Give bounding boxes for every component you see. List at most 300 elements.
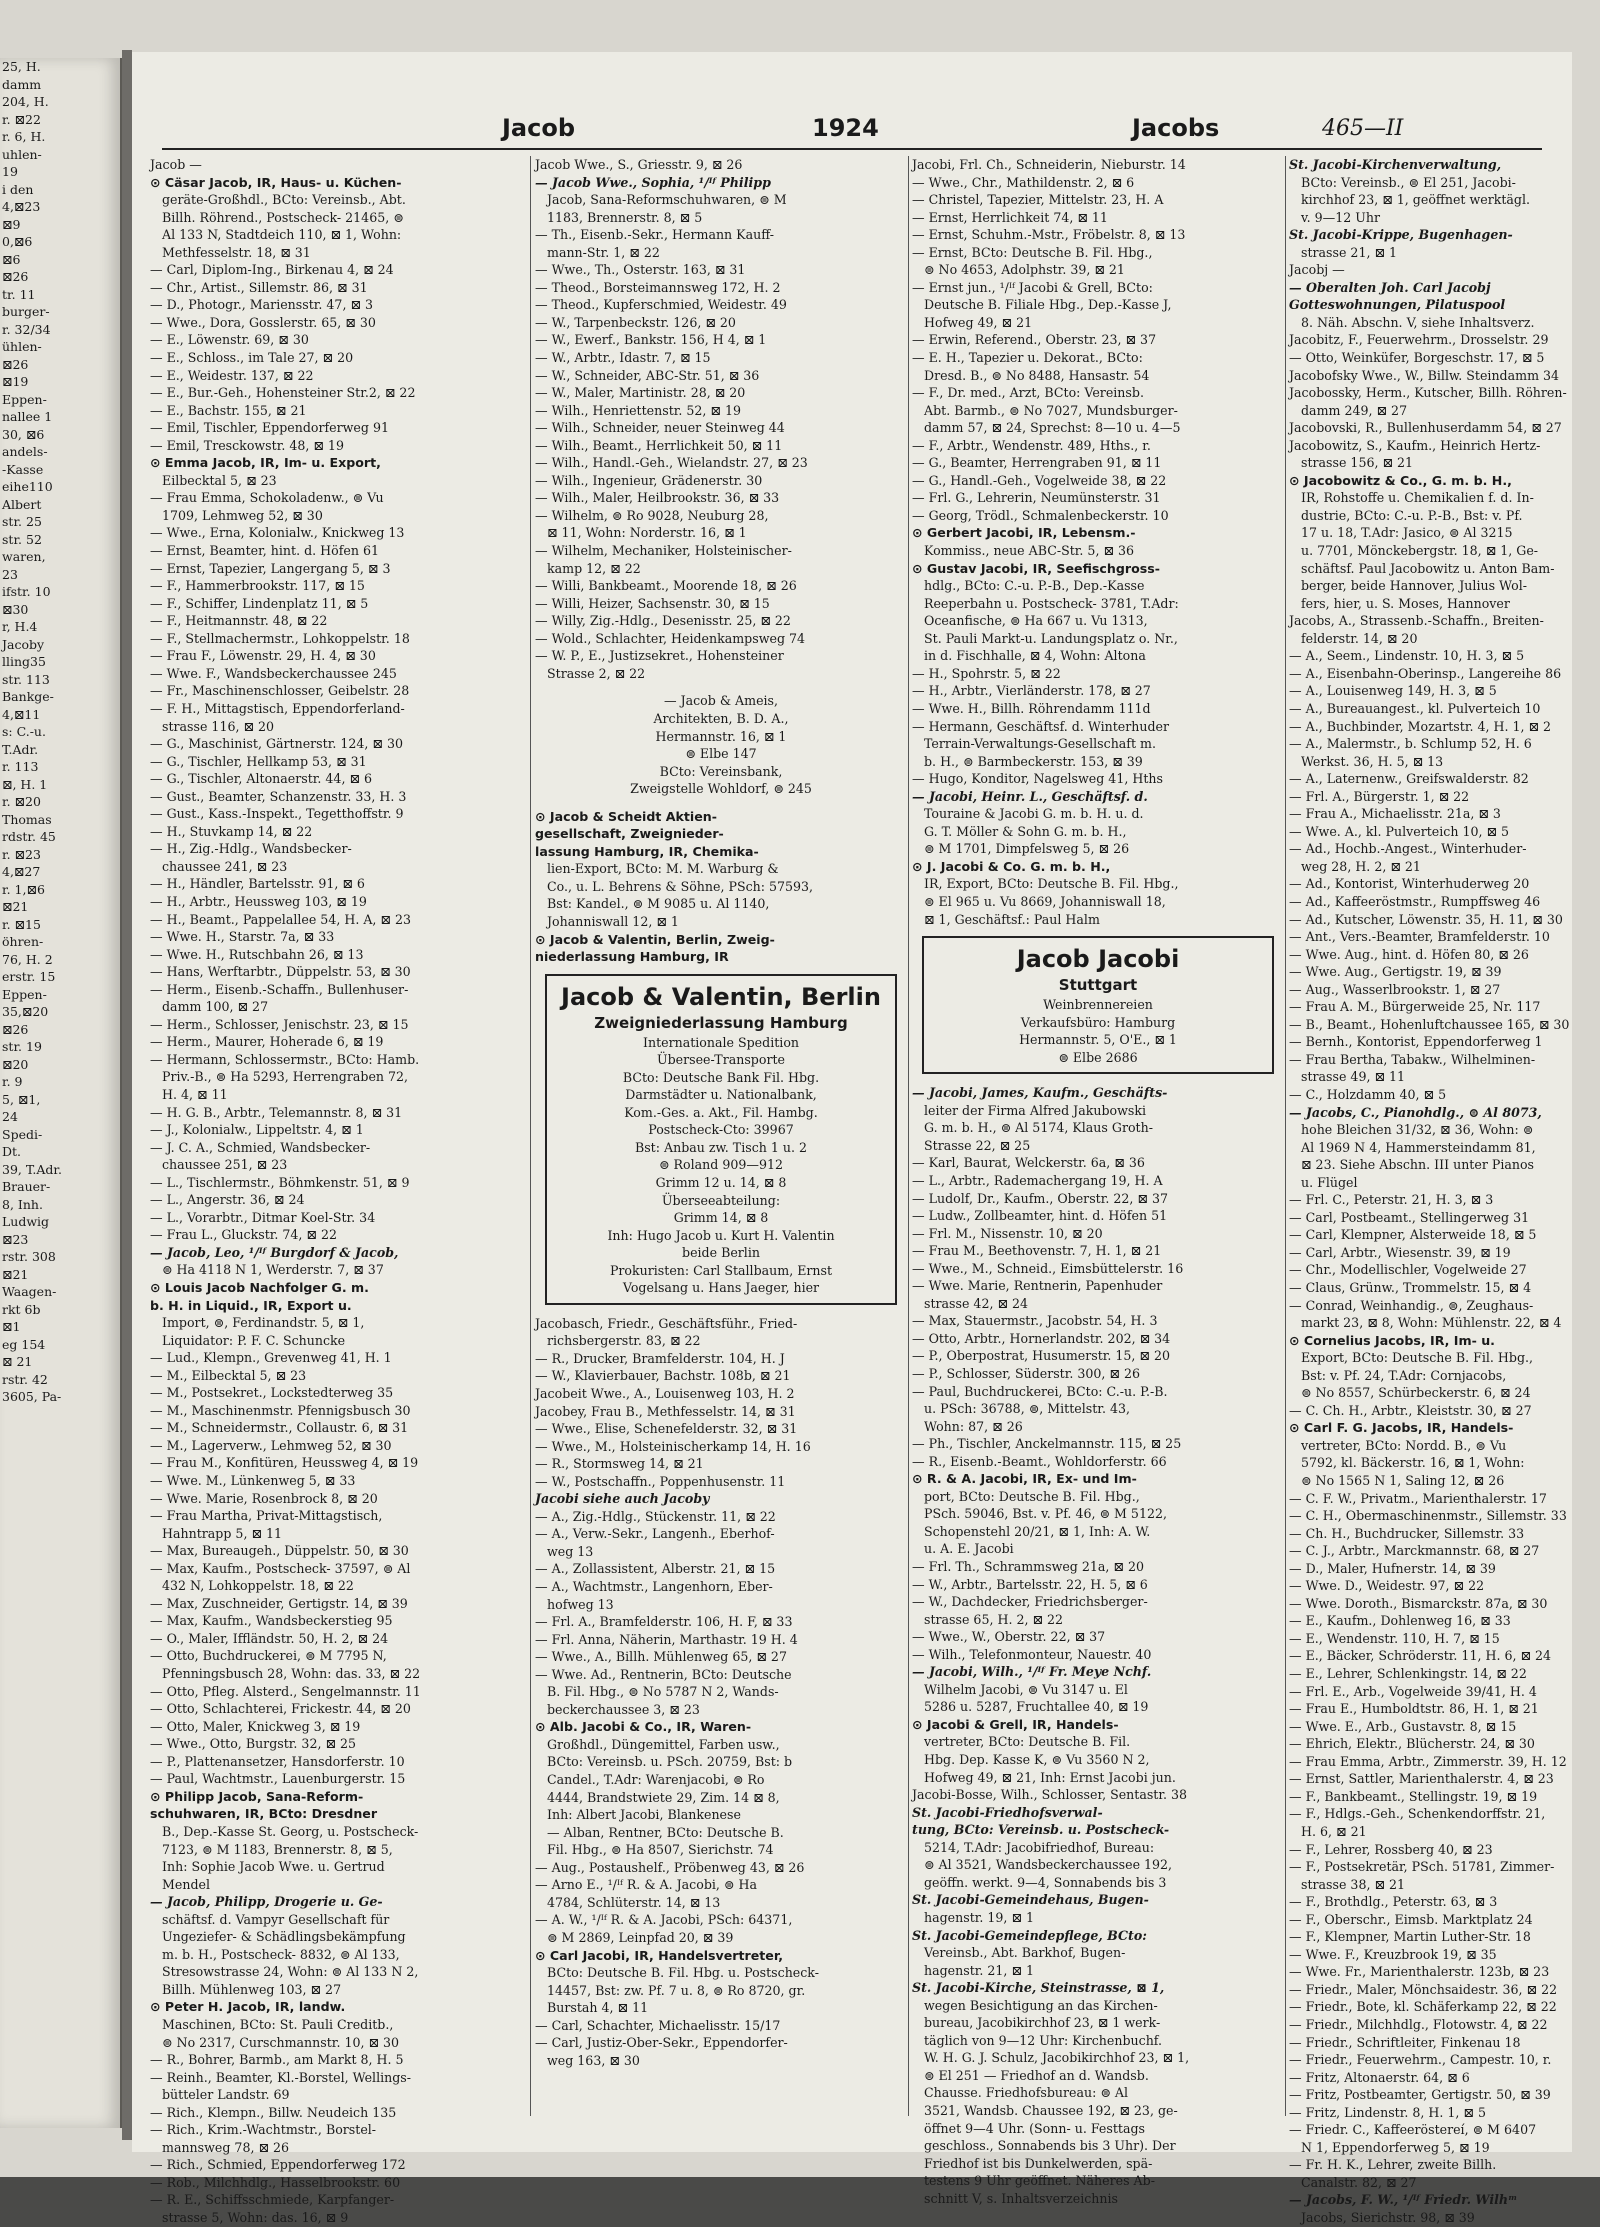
directory-entry-line: — Rob., Milchhdlg., Hasselbrookstr. 60 — [150, 2174, 401, 2190]
directory-entry-line: Jacobeit Wwe., A., Louisenweg 103, H. 2 — [535, 1386, 795, 1401]
directory-entry-line: — Th., Eisenb.-Sekr., Hermann Kauff- — [535, 227, 774, 243]
text-line: Darmstädter u. Nationalbank, — [625, 1087, 817, 1103]
directory-entry-line: PSch. 59046, Bst. v. Pf. 46, ⊜ M 5122, — [924, 1506, 1167, 1522]
directory-entry-line: — Wwe., Elise, Schenefelderstr. 32, ⊠ 31 — [535, 1421, 798, 1437]
directory-entry-line: — Max, Zuschneider, Gertigstr. 14, ⊠ 39 — [150, 1595, 408, 1611]
directory-entry-line: — Aug., Postaushelf., Pröbenweg 43, ⊠ 26 — [535, 1859, 805, 1875]
previous-page-fragment: 39, T.Adr. — [2, 1161, 62, 1177]
column-divider — [1285, 156, 1286, 2116]
directory-entry-line: — Otto, Buchdruckerei, ⊜ M 7795 N, — [150, 1648, 387, 1664]
directory-entry-line: lien-Export, BCto: M. M. Warburg & — [547, 861, 779, 877]
directory-entry-line: St. Jacobi-Kirche, Steinstrasse, ⊠ 1, — [912, 1980, 1165, 1996]
directory-entry-line: BCto: Vereinsb. u. PSch. 20759, Bst: b — [547, 1754, 793, 1770]
directory-entry-line: — Wold., Schlachter, Heidenkampsweg 74 — [535, 630, 806, 646]
previous-page-fragment: ⊠, H. 1 — [2, 776, 48, 792]
directory-entry-line: berger, beide Hannover, Julius Wol- — [1301, 578, 1528, 594]
directory-entry-line: 5214, T.Adr: Jacobifriedhof, Bureau: — [924, 1839, 1155, 1855]
directory-entry-line: — Paul, Buchdruckerei, BCto: C.-u. P.-B. — [912, 1383, 1168, 1399]
directory-entry-line: Billh. Mühlenweg 103, ⊠ 27 — [162, 1981, 342, 1997]
directory-entry-line: wegen Besichtigung an das Kirchen- — [924, 1997, 1158, 2013]
directory-entry-line: ⊙ Cornelius Jacobs, IR, Im- u. — [1289, 1332, 1495, 1348]
directory-entry-line: — E., Schloss., im Tale 27, ⊠ 20 — [150, 350, 354, 366]
directory-entry-line: IR, Rohstoffe u. Chemikalien f. d. In- — [1301, 490, 1534, 506]
directory-entry-line: täglich von 9—12 Uhr: Kirchenbuchf. — [924, 2032, 1163, 2048]
directory-entry-line: — G., Beamter, Herrengraben 91, ⊠ 11 — [912, 455, 1162, 471]
directory-entry-line: — Jacobs, F. W., ¹/ᴵᶠ Friedr. Wilhᵐ — [1289, 2192, 1518, 2208]
previous-page-fragment: 4,⊠27 — [2, 864, 41, 879]
directory-entry-line: — G., Tischler, Altonaerstr. 44, ⊠ 6 — [150, 771, 373, 787]
directory-entry-line: Import, ⊜, Ferdinandstr. 5, ⊠ 1, — [162, 1315, 365, 1331]
directory-entry-line: — Wwe. H., Starstr. 7a, ⊠ 33 — [150, 929, 335, 945]
directory-entry-line: Billh. Röhrend., Postscheck- 21465, ⊜ — [162, 209, 404, 225]
directory-entry-line: — Wwe., A., Billh. Mühlenweg 65, ⊠ 27 — [535, 1649, 787, 1665]
directory-entry-line: Gotteswohnungen, Pilatuspool — [1289, 297, 1506, 313]
directory-entry-line: — Max, Kaufm., Postscheck- 37597, ⊜ Al — [150, 1560, 411, 1576]
running-header — [132, 114, 1572, 144]
directory-entry-line: — D., Photogr., Mariensstr. 47, ⊠ 3 — [150, 297, 374, 313]
directory-entry-line: — C. Ch. H., Arbtr., Kleiststr. 30, ⊠ 27 — [1289, 1402, 1532, 1418]
directory-entry-line: — A., Laternenw., Greifswalderstr. 82 — [1289, 771, 1529, 787]
directory-entry-line: Jacobj — — [1289, 262, 1345, 278]
directory-entry-line: Jacobi-Bosse, Wilh., Schlosser, Sentastr. 38 — [912, 1787, 1188, 1803]
directory-entry-line: — F., Brothdlg., Peterstr. 63, ⊠ 3 — [1289, 1894, 1498, 1910]
directory-entry-line: Jacobitz, F., Feuerwehrm., Drosselstr. 29 — [1289, 332, 1549, 348]
directory-entry-line: — H., Stuvkamp 14, ⊠ 22 — [150, 823, 313, 839]
previous-page-fragment: ⊠23 — [2, 1231, 29, 1247]
directory-entry-line: — Max, Kaufm., Wandsbeckerstieg 95 — [150, 1613, 393, 1629]
directory-entry-line: Jacobovski, R., Bullenhuserdamm 54, ⊠ 27 — [1289, 420, 1562, 436]
directory-entry-line: — Ernst, BCto: Deutsche B. Fil. Hbg., — [912, 244, 1153, 260]
directory-entry-line: chaussee 241, ⊠ 23 — [162, 858, 288, 874]
directory-entry-line: — Frau M., Konfitüren, Heussweg 4, ⊠ 19 — [150, 1455, 419, 1471]
directory-entry-line: Jacob — — [150, 157, 202, 172]
directory-entry-line: — F., Dr. med., Arzt, BCto: Vereinsb. — [912, 385, 1144, 401]
directory-entry-line: — Wwe. F., Kreuzbrook 19, ⊠ 35 — [1289, 1946, 1497, 1962]
directory-entry-line: Maschinen, BCto: St. Pauli Creditb., — [162, 2016, 394, 2032]
directory-entry-line: Wohn: 87, ⊠ 26 — [924, 1418, 1023, 1434]
directory-entry-line: ⊙ Emma Jacob, IR, Im- u. Export, — [150, 455, 381, 471]
directory-entry-line: 1709, Lehmweg 52, ⊠ 30 — [162, 507, 323, 523]
directory-entry-line: — A., Zollassistent, Alberstr. 21, ⊠ 15 — [535, 1561, 776, 1577]
previous-page-fragment: ⊠21 — [2, 1266, 29, 1282]
directory-entry-line: — Wilh., Beamt., Herrlichkeit 50, ⊠ 11 — [535, 437, 783, 453]
directory-entry-line: — R., Eisenb.-Beamt., Wohldorferstr. 66 — [912, 1453, 1167, 1469]
text-line: Übersee-Transporte — [656, 1052, 785, 1068]
directory-entry-line: St. Jacobi-Friedhofsverwal- — [912, 1804, 1103, 1820]
directory-entry-line: — Aug., Wasserlbrookstr. 1, ⊠ 27 — [1289, 981, 1501, 997]
directory-entry-line: — A., Seem., Lindenstr. 10, H. 3, ⊠ 5 — [1289, 648, 1525, 664]
previous-page-fragment: Waagen- — [2, 1284, 57, 1299]
previous-page-fragment: r. 113 — [2, 759, 39, 774]
directory-entry-line: — M., Schneidermstr., Collaustr. 6, ⊠ 31 — [150, 1420, 409, 1436]
directory-entry-line: v. 9—12 Uhr — [1301, 209, 1381, 225]
directory-entry-line: u. Flügel — [1301, 1174, 1358, 1190]
directory-entry-line: — C. F. W., Privatm., Marienthalerstr. 17 — [1289, 1490, 1547, 1506]
directory-entry-line: — Wwe. A., kl. Pulverteich 10, ⊠ 5 — [1289, 823, 1510, 839]
directory-entry-line: — L., Tischlermstr., Böhmkenstr. 51, ⊠ 9 — [150, 1174, 410, 1190]
directory-entry-line: 5286 u. 5287, Fruchtallee 40, ⊠ 19 — [924, 1699, 1149, 1715]
directory-entry-line: kamp 12, ⊠ 22 — [547, 560, 641, 576]
directory-entry-line: — Wwe., Th., Osterstr. 163, ⊠ 31 — [535, 262, 746, 278]
header-rule — [162, 148, 1542, 150]
directory-entry-line: — Ernst, Beamter, hint. d. Höfen 61 — [150, 543, 379, 559]
directory-entry-line: — A., Malermstr., b. Schlump 52, H. 6 — [1289, 736, 1532, 752]
text-line: Grimm 12 u. 14, ⊠ 8 — [655, 1174, 787, 1190]
directory-entry-line: ⊜ No 1565 N 1, Saling 12, ⊠ 26 — [1301, 1473, 1505, 1489]
directory-entry-line: — W. P., E., Justizsekret., Hohensteiner — [535, 648, 784, 664]
directory-entry-line: Jacobowitz, S., Kaufm., Heinrich Hertz- — [1289, 437, 1541, 453]
directory-entry-line: 8. Näh. Abschn. V, siehe Inhaltsverz. — [1301, 314, 1535, 330]
directory-entry-line: — L., Arbtr., Rademachergang 19, H. A — [912, 1172, 1163, 1188]
directory-entry-line: — Hugo, Konditor, Nagelsweg 41, Hths — [912, 771, 1163, 787]
column-4 — [1289, 156, 1571, 2225]
directory-entry-line: ⊙ Carl Jacobi, IR, Handelsvertreter, — [535, 1947, 783, 1963]
previous-page-fragment: eg 154 — [2, 1336, 46, 1352]
directory-entry-line: Abt. Barmb., ⊜ No 7027, Mundsburger- — [924, 402, 1178, 418]
ad-body — [551, 1034, 891, 1297]
directory-entry-line: öffnet 9—4 Uhr. (Sonn- u. Festtags — [924, 2120, 1145, 2136]
directory-entry-line: — Ad., Kaffeeröstmstr., Rumpffsweg 46 — [1289, 893, 1541, 909]
directory-entry-line: — Friedr., Bote, kl. Schäferkamp 22, ⊠ 22 — [1289, 1999, 1557, 2015]
header-left-keyword: Jacob — [502, 114, 576, 142]
book-gutter — [122, 50, 132, 2140]
directory-entry-line: Hofweg 49, ⊠ 21, Inh: Ernst Jacobi jun. — [924, 1769, 1176, 1785]
directory-entry-line: — Carl, Postbeamt., Stellingerweg 31 — [1289, 1209, 1530, 1225]
column-divider — [908, 156, 909, 2116]
directory-entry-line: — Georg, Trödl., Schmalenbeckerstr. 10 — [912, 507, 1169, 523]
directory-entry-line: u. PSch: 36788, ⊜, Mittelstr. 43, — [924, 1401, 1130, 1417]
directory-entry-line: — Ludw., Zollbeamter, hint. d. Höfen 51 — [912, 1208, 1168, 1224]
directory-entry-line: — Gust., Beamter, Schanzenstr. 33, H. 3 — [150, 788, 407, 804]
directory-entry-line: — Fr. H. K., Lehrer, zweite Billh. — [1289, 2157, 1497, 2173]
directory-entry-line: — F., Schiffer, Lindenplatz 11, ⊠ 5 — [150, 595, 369, 611]
directory-entry-line: — Frl. E., Arb., Vogelweide 39/41, H. 4 — [1289, 1683, 1537, 1699]
directory-entry-line: — W., Klavierbauer, Bachstr. 108b, ⊠ 21 — [535, 1368, 791, 1384]
directory-entry-line: — P., Oberpostrat, Husumerstr. 15, ⊠ 20 — [912, 1348, 1171, 1364]
previous-page-fragment: 24 — [2, 1109, 18, 1124]
directory-entry-line: — Frau A., Michaelisstr. 21a, ⊠ 3 — [1289, 806, 1501, 822]
column-2-entries-bottom — [535, 1315, 907, 2070]
previous-page-fragment: ifstr. 10 — [2, 584, 51, 599]
text-line: Verkaufsbüro: Hamburg — [1020, 1014, 1176, 1030]
directory-entry-line: — Jacobs, C., Pianohdlg., ⊜ Al 8073, — [1289, 1104, 1542, 1120]
directory-page — [132, 52, 1572, 2225]
directory-entry-line: Inh: Sophie Jacob Wwe. u. Gertrud — [162, 1859, 385, 1875]
directory-entry-line: — Wwe. Doroth., Bismarckstr. 87a, ⊠ 30 — [1289, 1595, 1548, 1611]
directory-entry-line: Strasse 22, ⊠ 25 — [924, 1137, 1031, 1153]
directory-entry-line: weg 13 — [547, 1543, 594, 1559]
directory-entry-line: — F., Heitmannstr. 48, ⊠ 22 — [150, 613, 328, 629]
text-line: Weinbrennereien — [1043, 997, 1153, 1013]
previous-page-fragment: waren, — [2, 549, 46, 564]
directory-entry-line: — A., Bureauangest., kl. Pulverteich 10 — [1289, 700, 1541, 716]
directory-entry-line: Export, BCto: Deutsche B. Fil. Hbg., — [1301, 1350, 1534, 1366]
directory-entry-line: — Wwe. Fr., Marienthalerstr. 123b, ⊠ 23 — [1289, 1964, 1550, 1980]
directory-entry-line: — Frau L., Gluckstr. 74, ⊠ 22 — [150, 1227, 338, 1243]
directory-entry-line: Al 1969 N 4, Hammersteindamm 81, — [1301, 1139, 1536, 1155]
directory-entry-line: — Ad., Kutscher, Löwenstr. 35, H. 11, ⊠ 30 — [1289, 911, 1563, 927]
directory-entry-line: ⊙ Jacob & Valentin, Berlin, Zweig- — [535, 931, 775, 947]
directory-entry-line: — Frl. A., Bramfelderstr. 106, H. F, ⊠ 33 — [535, 1614, 793, 1630]
directory-entry-line: Jacobs, A., Strassenb.-Schaffn., Breiten- — [1289, 613, 1544, 629]
directory-entry-line: — Erwin, Referend., Oberstr. 23, ⊠ 37 — [912, 332, 1157, 348]
directory-entry-line: mann-Str. 1, ⊠ 22 — [547, 244, 660, 260]
directory-entry-line: — H., Arbtr., Heussweg 103, ⊠ 19 — [150, 893, 367, 909]
directory-entry-line: — P., Schlosser, Süderstr. 300, ⊠ 26 — [912, 1366, 1141, 1381]
text-line: beide Berlin — [682, 1245, 760, 1261]
directory-entry-line: kirchhof 23, ⊠ 1, geöffnet werktägl. — [1301, 192, 1531, 208]
directory-entry-line: — Ernst, Herrlichkeit 74, ⊠ 11 — [912, 209, 1108, 225]
directory-entry-line: — Jacobi, Wilh., ¹/ᴵᶠ Fr. Meye Nchf. — [912, 1664, 1152, 1680]
directory-entry-line: Stresowstrasse 24, Wohn: ⊜ Al 133 N 2, — [162, 1964, 419, 1980]
directory-entry-line: — H., Spohrstr. 5, ⊠ 22 — [912, 665, 1061, 681]
directory-entry-line: geschloss., Sonnabends bis 3 Uhr). Der — [924, 2138, 1176, 2154]
directory-entry-line: Bst: v. Pf. 24, T.Adr: Cornjacobs, — [1301, 1367, 1507, 1383]
previous-page-fragment: r. 32/34 — [2, 321, 51, 337]
directory-entry-line: — G., Maschinist, Gärtnerstr. 124, ⊠ 30 — [150, 736, 403, 752]
column-3-entries-bottom — [912, 1084, 1284, 2207]
directory-entry-line: IR, Export, BCto: Deutsche B. Fil. Hbg., — [924, 876, 1179, 892]
directory-entry-line: — Hermann, Schlossermstr., BCto: Hamb. — [150, 1051, 420, 1067]
previous-page-fragment: erstr. 15 — [2, 969, 56, 984]
directory-entry-line: — Jacob, Philipp, Drogerie u. Ge- — [150, 1894, 383, 1910]
previous-page-fragment: T.Adr. — [2, 741, 39, 757]
directory-entry-line: mannsweg 78, ⊠ 26 — [162, 2139, 290, 2155]
directory-entry-line: St. Jacobi-Krippe, Bugenhagen- — [1289, 227, 1513, 243]
previous-page-fragment: ⊠1 — [2, 1319, 21, 1334]
directory-entry-line: Jacobi, Frl. Ch., Schneiderin, Nieburstr. 14 — [912, 157, 1186, 172]
directory-entry-line: strasse 5, Wohn: das. 16, ⊠ 9 — [162, 2209, 349, 2225]
directory-entry-line: — Frl. M., Nissenstr. 10, ⊠ 20 — [912, 1225, 1103, 1241]
directory-entry-line: ⊠ 1, Geschäftsf.: Paul Halm — [924, 911, 1100, 927]
directory-entry-line: 4784, Schlüterstr. 14, ⊠ 13 — [547, 1894, 721, 1910]
directory-entry-line: — Fritz, Altonaerstr. 64, ⊠ 6 — [1289, 2069, 1470, 2085]
directory-entry-line: Mendel — [162, 1876, 211, 1892]
directory-entry-line: u. 7701, Mönckebergstr. 18, ⊠ 1, Ge- — [1301, 543, 1539, 559]
directory-entry-line: — H., Arbtr., Vierländerstr. 178, ⊠ 27 — [912, 683, 1151, 699]
directory-entry-line: ⊜ Al 3521, Wandsbeckerchaussee 192, — [924, 1857, 1173, 1873]
column-3 — [912, 156, 1284, 2206]
directory-entry-line: — Ad., Kontorist, Winterhuderweg 20 — [1289, 876, 1530, 892]
directory-entry-line: Jacobofsky Wwe., W., Billw. Steindamm 34 — [1289, 367, 1560, 383]
directory-entry-line: strasse 38, ⊠ 21 — [1301, 1876, 1406, 1892]
previous-page-fragment: str. 25 — [2, 514, 42, 529]
directory-entry-line: hohe Bleichen 31/32, ⊠ 36, Wohn: ⊜ — [1301, 1122, 1534, 1138]
ad-subtitle: Zweigniederlassung Hamburg — [594, 1013, 848, 1032]
directory-entry-line: strasse 49, ⊠ 11 — [1301, 1069, 1406, 1085]
directory-entry-line: ⊜ El 251 — Friedhof an d. Wandsb. — [924, 2067, 1149, 2083]
directory-entry-line: 7123, ⊜ M 1183, Brennerstr. 8, ⊠ 5, — [162, 1841, 393, 1857]
directory-entry-line: — Ernst, Schuhm.-Mstr., Fröbelstr. 8, ⊠ 13 — [912, 227, 1186, 243]
previous-page-fragment: Bankge- — [2, 689, 54, 704]
directory-entry-line: — Christel, Tapezier, Mittelstr. 23, H. A — [912, 192, 1164, 208]
previous-page-fragment: eihe110 — [2, 479, 53, 494]
directory-entry-line: — Frl. Th., Schrammsweg 21a, ⊠ 20 — [912, 1559, 1144, 1575]
previous-page-fragment: Brauer- — [2, 1179, 51, 1194]
directory-entry-line: — A., Louisenweg 149, H. 3, ⊠ 5 — [1289, 683, 1497, 699]
directory-entry-line: — E., Lehrer, Schlenkingstr. 14, ⊠ 22 — [1289, 1666, 1527, 1682]
directory-entry-line: — Arno E., ¹/ᴵᶠ R. & A. Jacobi, ⊜ Ha — [535, 1877, 757, 1893]
directory-entry-line: — F., Arbtr., Wendenstr. 489, Hths., r. — [912, 437, 1151, 453]
directory-entry-line: — Ad., Hochb.-Angest., Winterhuder- — [1289, 841, 1527, 857]
directory-entry-line: G. m. b. H., ⊜ Al 5174, Klaus Groth- — [924, 1120, 1153, 1136]
text-line: ⊜ Elbe 2686 — [1058, 1049, 1138, 1065]
directory-entry-line: — Frl. G., Lehrerin, Neumünsterstr. 31 — [912, 490, 1161, 506]
previous-page-fragment: Thomas — [2, 811, 52, 827]
directory-entry-line: chaussee 251, ⊠ 23 — [162, 1157, 288, 1173]
directory-entry-line: — Carl, Klempner, Alsterweide 18, ⊠ 5 — [1289, 1227, 1537, 1243]
advertisement-jacob-valentin — [545, 974, 897, 1305]
directory-entry-line: — Rich., Klempn., Billw. Neudeich 135 — [150, 2104, 397, 2120]
directory-entry-line: Dresd. B., ⊜ No 8488, Hansastr. 54 — [924, 367, 1150, 383]
directory-entry-line: — M., Eilbecktal 5, ⊠ 23 — [150, 1367, 307, 1383]
directory-entry-line: — E., Weidestr. 137, ⊠ 22 — [150, 367, 314, 383]
directory-entry-line: — Wwe. F., Wandsbeckerchaussee 245 — [150, 665, 397, 681]
directory-entry-line: — Frau M., Beethovenstr. 7, H. 1, ⊠ 21 — [912, 1243, 1162, 1259]
directory-entry-line: b. H., ⊜ Barmbeckerstr. 153, ⊠ 39 — [924, 753, 1143, 769]
directory-entry-line: — Otto, Pfleg. Alsterd., Sengelmannstr. 11 — [150, 1683, 421, 1699]
directory-entry-line: — P., Plattenansetzer, Hansdorferstr. 10 — [150, 1753, 405, 1769]
directory-entry-line: hagenstr. 19, ⊠ 1 — [924, 1909, 1035, 1925]
directory-entry-line: — C., Holzdamm 40, ⊠ 5 — [1289, 1086, 1447, 1102]
directory-entry-line: hdlg., BCto: C.-u. P.-B., Dep.-Kasse — [924, 578, 1145, 594]
directory-entry-line: — Otto, Arbtr., Hornerlandstr. 202, ⊠ 34 — [912, 1330, 1171, 1346]
previous-page-fragment: 23 — [2, 566, 18, 582]
directory-entry-line: ⊜ El 965 u. Vu 8669, Johanniswall 18, — [924, 893, 1166, 909]
advertisement-jacob-jacobi — [922, 936, 1274, 1074]
directory-entry-line: St. Jacobi-Gemeindepflege, BCto: — [912, 1927, 1147, 1943]
directory-entry-line: — Ph., Tischler, Anckelmannstr. 115, ⊠ 25 — [912, 1436, 1182, 1452]
previous-page-fragment: ⊠26 — [2, 356, 29, 372]
directory-entry-line: ⊙ Carl F. G. Jacobs, IR, Handels- — [1289, 1420, 1514, 1436]
header-right-keyword: Jacobs — [1132, 114, 1220, 142]
previous-page-fragment: damm — [2, 76, 42, 92]
directory-entry-line: Oceanfische, ⊜ Ha 667 u. Vu 1313, — [924, 613, 1148, 629]
directory-entry-line: 5792, kl. Bäckerstr. 16, ⊠ 1, Wohn: — [1301, 1455, 1525, 1471]
directory-entry-line: ⊙ Cäsar Jacob, IR, Haus- u. Küchen- — [150, 174, 402, 190]
page-number: 465—II — [1322, 116, 1404, 141]
directory-entry-line: N 1, Eppendorferweg 5, ⊠ 19 — [1301, 2139, 1490, 2155]
column-2 — [535, 156, 907, 2116]
directory-entry-line: Liquidator: P. F. C. Schuncke — [162, 1332, 346, 1348]
directory-entry-line: damm 57, ⊠ 24, Sprechst: 8—10 u. 4—5 — [924, 420, 1181, 436]
text-line: Kom.-Ges. a. Akt., Fil. Hambg. — [624, 1104, 818, 1120]
previous-page-fragment: nallee 1 — [2, 409, 53, 424]
directory-entry-line: — Frau Martha, Privat-Mittagstisch, — [150, 1508, 383, 1524]
directory-entry-line: — Frl. Anna, Näherin, Marthastr. 19 H. 4 — [535, 1631, 798, 1647]
directory-entry-line: — Frau E., Humboldtstr. 86, H. 1, ⊠ 21 — [1289, 1701, 1539, 1717]
directory-entry-line: Canalstr. 82, ⊠ 27 — [1301, 2174, 1417, 2190]
directory-entry-line: — J., Kolonialw., Lippeltstr. 4, ⊠ 1 — [150, 1122, 364, 1138]
previous-page-fragment: Ludwig — [2, 1214, 50, 1229]
ad-subtitle: Stuttgart — [1058, 976, 1138, 995]
directory-entry-line: Al 133 N, Stadtdeich 110, ⊠ 1, Wohn: — [162, 227, 402, 243]
directory-entry-line: — G., Tischler, Hellkamp 53, ⊠ 31 — [150, 753, 367, 769]
previous-page-fragment: r. ⊠23 — [2, 846, 41, 862]
directory-entry-line: Jacobi siehe auch Jacoby — [535, 1491, 710, 1507]
previous-page-fragment: r. 1,⊠6 — [2, 881, 45, 897]
directory-entry-line: ⊜ M 1701, Dimpfelsweg 5, ⊠ 26 — [924, 841, 1130, 857]
directory-entry-line: richsbergerstr. 83, ⊠ 22 — [547, 1333, 701, 1349]
directory-entry-line: beckerchaussee 3, ⊠ 23 — [547, 1701, 700, 1717]
directory-entry-line: lassung Hamburg, IR, Chemika- — [535, 843, 759, 859]
directory-entry-line: — Theod., Kupferschmied, Weidestr. 49 — [535, 297, 787, 313]
directory-entry-line: — H., Beamt., Pappelallee 54, H. A, ⊠ 23 — [150, 911, 412, 927]
directory-entry-line: schäftsf. d. Vampyr Gesellschaft für — [162, 1911, 390, 1927]
directory-entry-line: Werkst. 36, H. 5, ⊠ 13 — [1301, 753, 1444, 769]
directory-entry-line: — R., Stormsweg 14, ⊠ 21 — [535, 1456, 704, 1472]
directory-entry-line: geöffn. werkt. 9—4, Sonnabends bis 3 — [924, 1874, 1167, 1890]
previous-page-fragment: str. 19 — [2, 1039, 42, 1054]
previous-page-fragment: ⊠6 — [2, 251, 21, 267]
directory-entry-line: ⊙ J. Jacobi & Co. G. m. b. H., — [912, 858, 1111, 874]
previous-page-fragment: r. ⊠20 — [2, 794, 41, 809]
directory-entry-line: fers, hier, u. S. Moses, Hannover — [1301, 595, 1510, 611]
previous-page-fragment: s: C.-u. — [2, 724, 46, 739]
directory-entry-line: — H., Händler, Bartelsstr. 91, ⊠ 6 — [150, 876, 365, 892]
directory-entry-line: — Fr., Maschinenschlosser, Geibelstr. 28 — [150, 683, 410, 699]
column-2-entries-top — [535, 156, 907, 682]
directory-entry-line: markt 23, ⊠ 8, Wohn: Mühlenstr. 22, ⊠ 4 — [1301, 1315, 1562, 1331]
directory-entry-line: — H. G. B., Arbtr., Telemannstr. 8, ⊠ 31 — [150, 1104, 403, 1120]
directory-entry-line: — R., Drucker, Bramfelderstr. 104, H. J — [535, 1350, 785, 1366]
directory-entry-line: — Ernst, Sattler, Marienthalerstr. 4, ⊠ 23 — [1289, 1771, 1554, 1787]
directory-entry-line: — E., Wendenstr. 110, H. 7, ⊠ 15 — [1289, 1630, 1500, 1646]
directory-entry-line: — Wilh., Handl.-Geh., Wielandstr. 27, ⊠ 23 — [535, 455, 808, 471]
directory-entry-line: — F. H., Mittagstisch, Eppendorferland- — [150, 700, 405, 716]
directory-entry-line: Hbg. Dep. Kasse K, ⊜ Vu 3560 N 2, — [924, 1752, 1150, 1768]
directory-entry-line: — Frau A. M., Bürgerweide 25, Nr. 117 — [1289, 999, 1541, 1015]
directory-entry-line: bütteler Landstr. 69 — [162, 2087, 290, 2103]
directory-entry-line: — F., Postsekretär, PSch. 51781, Zimmer- — [1289, 1859, 1555, 1875]
directory-entry-line: — Wwe. Ad., Rentnerin, BCto: Deutsche — [535, 1666, 792, 1682]
directory-entry-line: — Emil, Tischler, Eppendorferweg 91 — [150, 420, 389, 436]
directory-entry-line: Jacob Wwe., S., Griesstr. 9, ⊠ 26 — [535, 157, 743, 172]
text-line: Architekten, B. D. A., — [653, 710, 789, 726]
directory-entry-line: — W., Ewerf., Bankstr. 156, H 4, ⊠ 1 — [535, 332, 767, 348]
directory-entry-line: — L., Vorarbtr., Ditmar Koel-Str. 34 — [150, 1209, 376, 1225]
directory-entry-line: — E., Bur.-Geh., Hohensteiner Str.2, ⊠ 22 — [150, 385, 416, 401]
directory-entry-line: — Wilh., Henriettenstr. 52, ⊠ 19 — [535, 402, 742, 418]
directory-entry-line: Deutsche B. Filiale Hbg., Dep.-Kasse J, — [924, 297, 1172, 313]
directory-entry-line: port, BCto: Deutsche B. Fil. Hbg., — [924, 1488, 1140, 1504]
directory-entry-line: — B., Beamt., Hohenluftchaussee 165, ⊠ 30 — [1289, 1016, 1570, 1032]
previous-page-fragment: andels- — [2, 444, 48, 459]
text-line: BCto: Deutsche Bank Fil. Hbg. — [622, 1069, 820, 1085]
directory-entry-line: — W., Arbtr., Bartelsstr. 22, H. 5, ⊠ 6 — [912, 1576, 1148, 1592]
directory-entry-line: ⊙ Jacobowitz & Co., G. m. b. H., — [1289, 472, 1512, 488]
directory-entry-line: Jacobasch, Friedr., Geschäftsführ., Fried- — [535, 1315, 798, 1331]
directory-entry-line: — Emil, Tresckowstr. 48, ⊠ 19 — [150, 437, 344, 453]
directory-entry-line: — F., Stellmachermstr., Lohkoppelstr. 18 — [150, 630, 410, 646]
directory-entry-line: testens 9 Uhr geöffnet. Näheres Ab- — [924, 2173, 1155, 2189]
directory-entry-line: 3521, Wandsb. Chaussee 192, ⊠ 23, ge- — [924, 2102, 1178, 2118]
directory-entry-line: — Gust., Kass.-Inspekt., Tegetthoffstr. 9 — [150, 806, 404, 822]
directory-entry-line: Candel., T.Adr: Warenjacobi, ⊜ Ro — [547, 1772, 765, 1788]
directory-entry-line: — O., Maler, Iffländstr. 50, H. 2, ⊠ 24 — [150, 1630, 389, 1646]
directory-entry-line: geräte-Großhdl., BCto: Vereinsb., Abt. — [162, 192, 406, 208]
previous-page-fragment: ⊠26 — [2, 269, 29, 284]
directory-entry-line: — Carl, Justiz-Ober-Sekr., Eppendorfer- — [535, 2035, 788, 2051]
directory-entry-line: — Karl, Baurat, Welckerstr. 6a, ⊠ 36 — [912, 1155, 1145, 1171]
directory-entry-line: BCto: Vereinsb., ⊜ El 251, Jacobi- — [1301, 174, 1516, 190]
directory-entry-line: ⊜ No 4653, Adolphstr. 39, ⊠ 21 — [924, 262, 1125, 278]
directory-entry-line: — Friedr., Milchhdlg., Flotowstr. 4, ⊠ 22 — [1289, 2016, 1548, 2032]
directory-entry-line: — C. H., Obermaschinenmstr., Sillemstr. 33 — [1289, 1508, 1567, 1524]
directory-entry-line: — Ant., Vers.-Beamter, Bramfelderstr. 10 — [1289, 929, 1550, 945]
directory-entry-line: hagenstr. 21, ⊠ 1 — [924, 1962, 1035, 1978]
directory-entry-line: — Wilhelm, Mechaniker, Holsteinischer- — [535, 543, 792, 559]
